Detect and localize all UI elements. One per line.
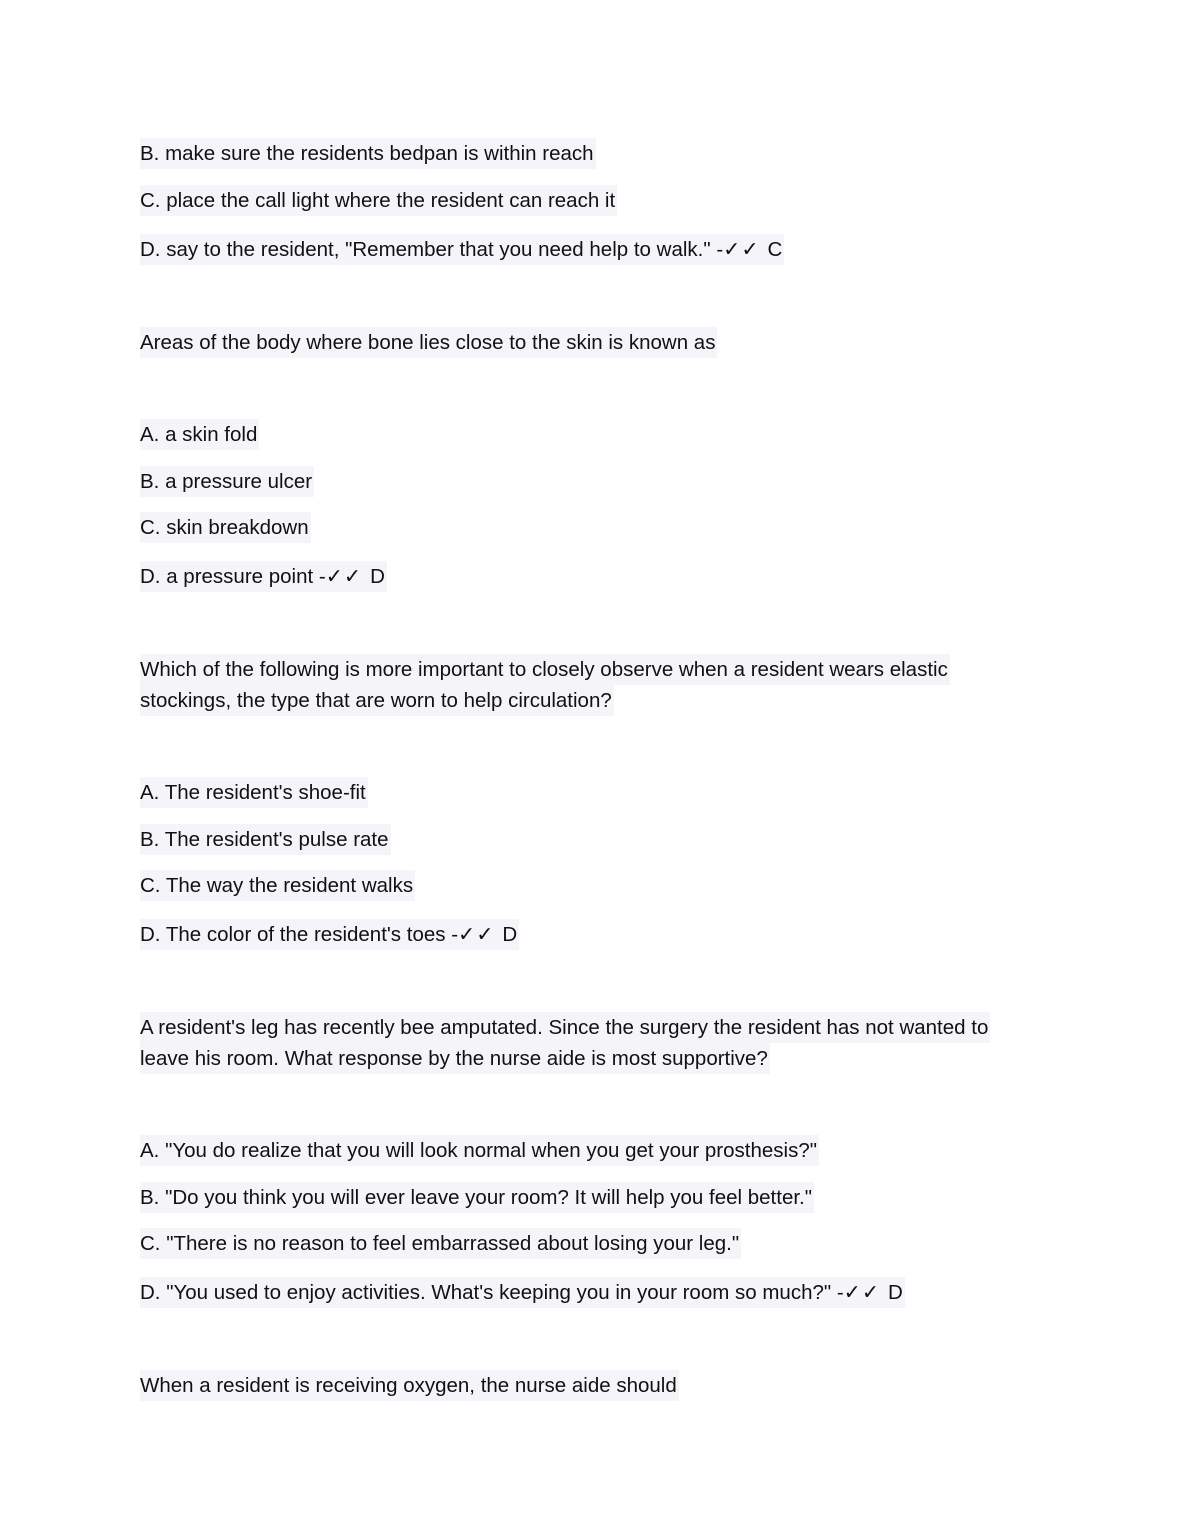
double-check-icon: ✓✓ <box>458 922 495 946</box>
q2-answer: D <box>370 565 385 588</box>
q2-option-d <box>140 561 387 592</box>
q4-option-a: A. "You do realize that you will look normal when you get your prosthesis?" <box>140 1135 819 1166</box>
q1-answer: C <box>767 238 783 261</box>
q2-option-c: C. skin breakdown <box>140 512 311 543</box>
q1-option-d <box>140 234 784 265</box>
q3-option-b: B. The resident's pulse rate <box>140 824 391 855</box>
q5-question: When a resident is receiving oxygen, the nurse aide should <box>140 1370 679 1401</box>
q4-option-c: C. "There is no reason to feel embarrassed about losing your leg." <box>140 1228 741 1259</box>
q2-option-b: B. a pressure ulcer <box>140 466 314 497</box>
q3-option-a: A. The resident's shoe-fit <box>140 777 368 808</box>
double-check-icon: ✓✓ <box>723 237 760 261</box>
q4-option-b: B. "Do you think you will ever leave your room? It will help you feel better." <box>140 1182 814 1213</box>
double-check-icon: ✓✓ <box>843 1280 881 1304</box>
q4-option-d-text: D. "You used to enjoy activities. What's keeping you in your room so much?" - <box>140 1281 844 1304</box>
q3-option-d <box>140 919 519 950</box>
q1-option-d-text: D. say to the resident, "Remember that you need help to walk." - <box>140 238 724 261</box>
q4-option-d <box>140 1277 905 1308</box>
q4-question-line-1: A resident's leg has recently bee amputated. Since the surgery the resident has not wanted to <box>140 1012 990 1043</box>
q3-question-line-2: stockings, the type that are worn to help circulation? <box>140 685 614 716</box>
q2-option-a: A. a skin fold <box>140 419 259 450</box>
double-check-icon: ✓✓ <box>325 564 363 588</box>
q3-option-d-text: D. The color of the resident's toes - <box>140 923 459 946</box>
q2-question: Areas of the body where bone lies close to the skin is known as <box>140 327 717 358</box>
q2-option-d-text: D. a pressure point - <box>140 565 326 588</box>
q1-option-b: B. make sure the residents bedpan is within reach <box>140 138 596 169</box>
q4-question-line-2: leave his room. What response by the nurse aide is most supportive? <box>140 1043 770 1074</box>
q4-answer: D <box>888 1281 903 1304</box>
q3-answer: D <box>502 923 518 946</box>
q1-option-c: C. place the call light where the resident can reach it <box>140 185 617 216</box>
q3-question-line-1: Which of the following is more important to closely observe when a resident wears elastic <box>140 654 950 685</box>
q3-option-c: C. The way the resident walks <box>140 870 415 901</box>
